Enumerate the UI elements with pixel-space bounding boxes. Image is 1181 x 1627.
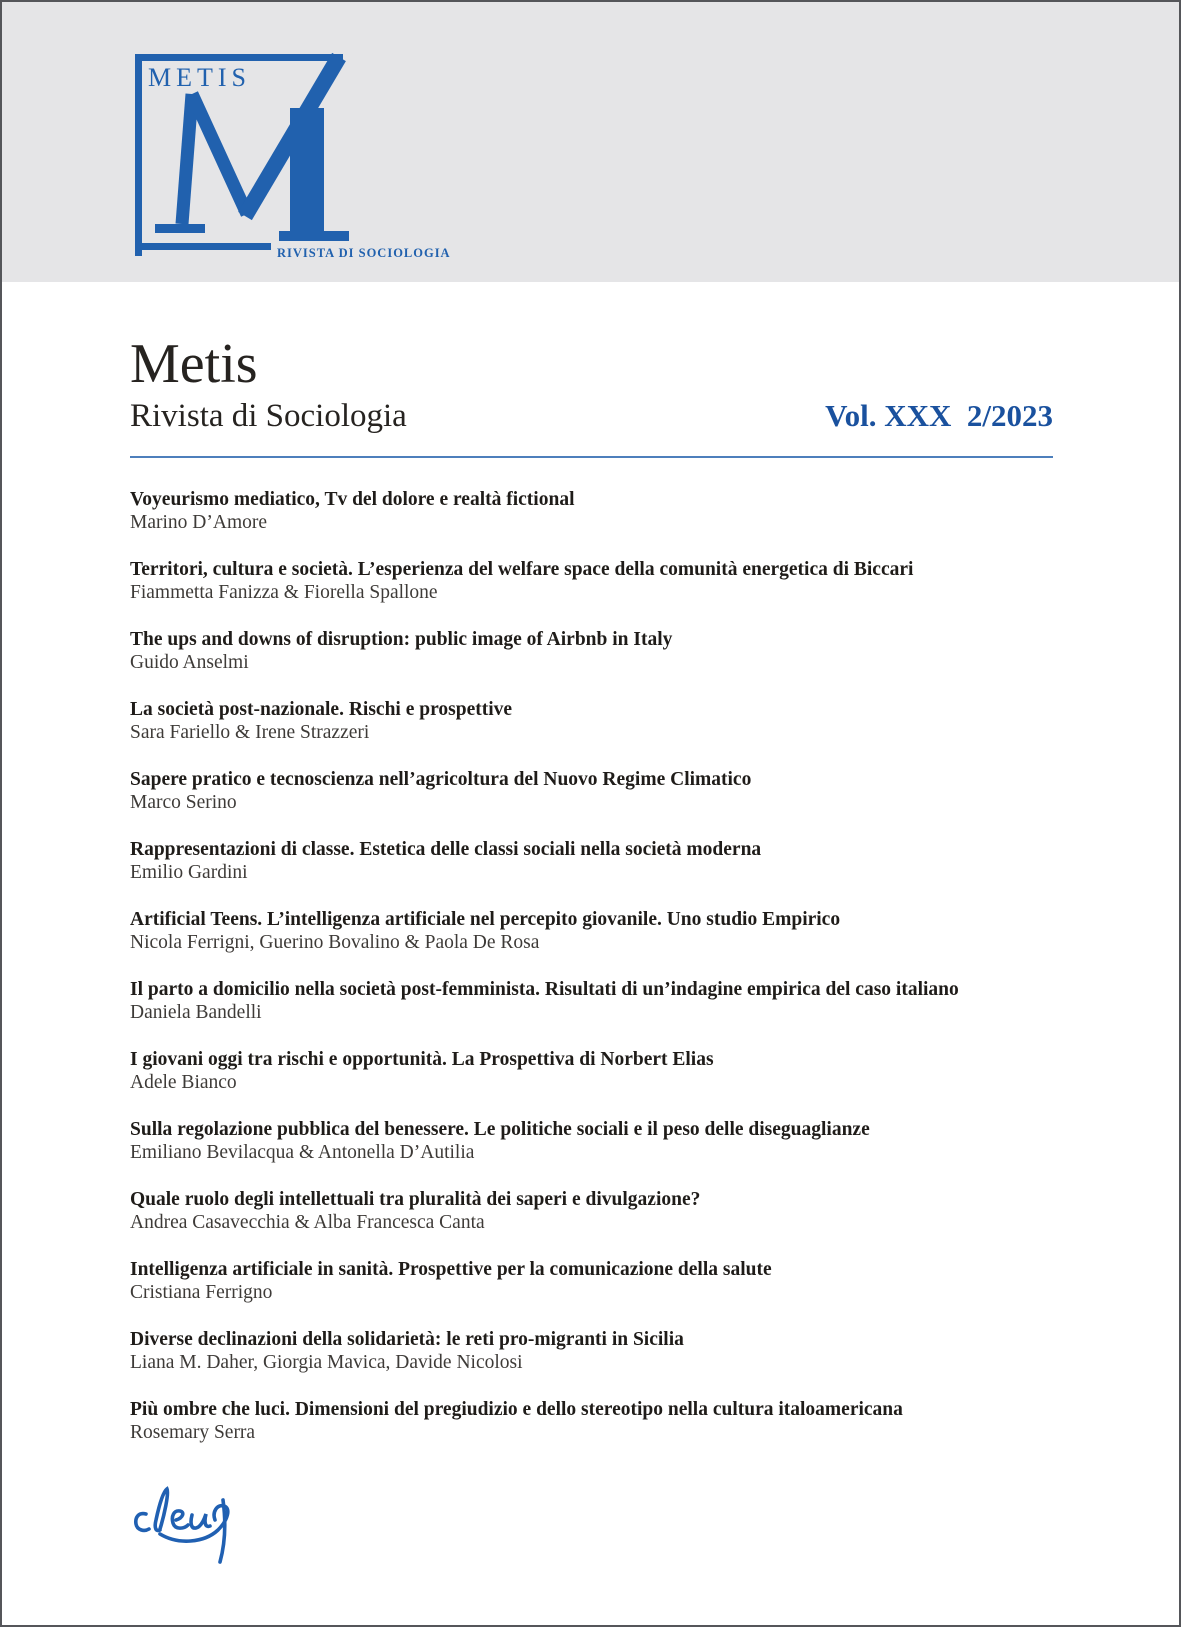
article-entry: [130, 838, 1053, 884]
article-entry: [130, 1118, 1053, 1164]
volume-issue: Vol. XXX 2/2023: [825, 398, 1053, 433]
article-title: Sapere pratico e tecnoscienza nell’agricoltura del Nuovo Regime Climatico: [130, 768, 752, 790]
cleup-logo: [132, 1482, 257, 1567]
article-authors: Marco Serino: [130, 791, 237, 813]
article-title: La società post-nazionale. Rischi e prospettive: [130, 698, 513, 720]
cleup-letter-p-stem: [220, 1500, 225, 1562]
article-authors: Andrea Casavecchia & Alba Francesca Canta: [130, 1211, 485, 1233]
cleup-swash: [160, 1506, 228, 1541]
header-rule: [130, 456, 1053, 458]
article-entry: [130, 1258, 1053, 1304]
masthead-row: [130, 398, 1053, 436]
article-authors: Sara Fariello & Irene Strazzeri: [130, 721, 370, 743]
article-entry: [130, 1328, 1053, 1374]
logo-tagline: RIVISTA DI SOCIOLOGIA: [277, 246, 451, 260]
article-entry: [130, 698, 1053, 744]
logo-wordmark: METIS: [148, 63, 251, 92]
article-title: Più ombre che luci. Dimensioni del pregiudizio e dello stereotipo nella cultura italoamericana: [130, 1398, 903, 1420]
article-entry: [130, 1188, 1053, 1234]
article-title: Intelligenza artificiale in sanità. Prospettive per la comunicazione della salute: [130, 1258, 772, 1280]
article-title: Voyeurismo mediatico, Tv del dolore e realtà fictional: [130, 488, 575, 510]
journal-title: Metis: [130, 333, 258, 395]
article-entry: [130, 908, 1053, 954]
article-entry: [130, 558, 1053, 604]
article-authors: Guido Anselmi: [130, 651, 249, 673]
article-entry: [130, 768, 1053, 814]
article-authors: Adele Bianco: [130, 1071, 237, 1093]
metis-logo: [132, 48, 452, 263]
article-authors: Liana M. Daher, Giorgia Mavica, Davide Nicolosi: [130, 1351, 523, 1373]
article-authors: Emilio Gardini: [130, 861, 248, 883]
article-authors: Daniela Bandelli: [130, 1001, 262, 1023]
article-authors: Rosemary Serra: [130, 1421, 256, 1443]
article-title: Artificial Teens. L’intelligenza artificiale nel percepito giovanile. Uno studio Empirico: [130, 908, 841, 930]
article-entry: [130, 1048, 1053, 1094]
journal-subtitle: Rivista di Sociologia: [130, 398, 407, 434]
article-authors: Cristiana Ferrigno: [130, 1281, 273, 1303]
cleup-letter-c: [136, 1514, 149, 1531]
cleup-letter-u: [191, 1514, 210, 1528]
cover-content: [2, 282, 1179, 1567]
article-title: Quale ruolo degli intellettuali tra pluralità dei saperi e divulgazione?: [130, 1188, 701, 1210]
article-authors: Emiliano Bevilacqua & Antonella D’Autilia: [130, 1141, 475, 1163]
article-title: Sulla regolazione pubblica del benessere. Le politiche sociali e il peso delle diseguaglianze: [130, 1118, 870, 1140]
article-entry: [130, 1398, 1053, 1444]
article-title: Diverse declinazioni della solidarietà: le reti pro-migranti in Sicilia: [130, 1328, 684, 1350]
header-band: [2, 2, 1179, 282]
article-entry: [130, 978, 1053, 1024]
article-title: Il parto a domicilio nella società post-femminista. Risultati di un’indagine empirica del caso italiano: [130, 978, 959, 1000]
article-list: [130, 488, 1053, 1444]
cleup-letter-e: [172, 1511, 188, 1528]
article-entry: [130, 628, 1053, 674]
cleup-letter-l: [155, 1489, 167, 1531]
article-entry: [130, 488, 1053, 534]
article-title: The ups and downs of disruption: public image of Airbnb in Italy: [130, 628, 673, 650]
article-title: Rappresentazioni di classe. Estetica delle classi sociali nella società moderna: [130, 838, 762, 860]
article-authors: Fiammetta Fanizza & Fiorella Spallone: [130, 581, 438, 603]
masthead: [130, 282, 1053, 458]
article-authors: Marino D’Amore: [130, 511, 268, 533]
article-authors: Nicola Ferrigni, Guerino Bovalino & Paola De Rosa: [130, 931, 540, 953]
article-title: I giovani oggi tra rischi e opportunità. La Prospettiva di Norbert Elias: [130, 1048, 714, 1070]
article-title: Territori, cultura e società. L’esperienza del welfare space della comunità energetica di Biccari: [130, 558, 914, 580]
